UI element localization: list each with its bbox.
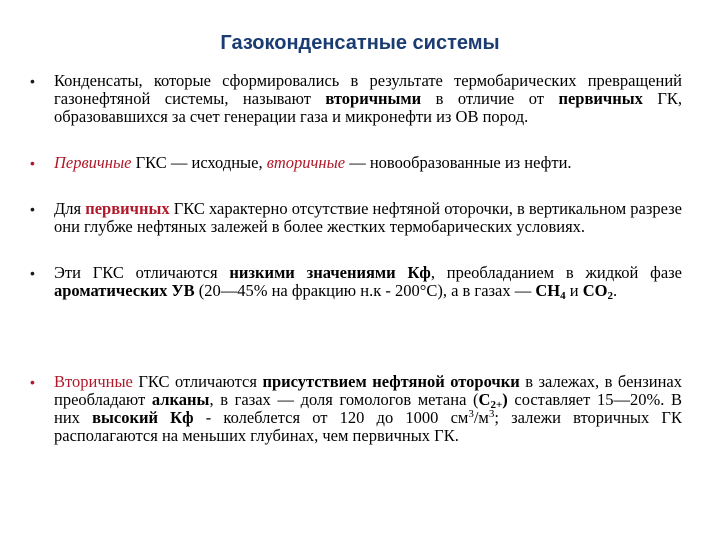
bullet-item [30, 372, 682, 445]
bullet-bold: алканы [151, 390, 210, 409]
bullet-text: в залежах, в бензинах преобладают [54, 372, 682, 409]
bullet-marker: • [30, 155, 35, 171]
formula-c2 [479, 390, 508, 409]
bullet-bold: ароматических УВ [54, 281, 195, 300]
formula-sub: 2 [607, 290, 613, 302]
bullet-text: ГКС отличаются [132, 372, 263, 391]
formula-co2 [583, 281, 613, 300]
bullet-bold: высокий Кф [92, 408, 194, 427]
bullet-text: ГК, образовавшихся за счет генерации газа и микронефти из ОВ пород. [54, 89, 682, 126]
bullet-bold: первичных [558, 89, 643, 108]
bullet-marker: • [30, 73, 35, 89]
bullet-text: Для [54, 199, 86, 218]
bullet-highlight: первичных [85, 199, 170, 218]
formula-base: СО [582, 281, 608, 300]
formula-base: СН [535, 281, 561, 300]
bullet-text: - колеблется от 120 до 1000 см [193, 408, 469, 427]
formula-ch4 [535, 281, 565, 300]
bullet-text: Конденсаты, которые сформировались в результате термобарических превращений газонефтяной системы, называют [54, 71, 682, 108]
formula-sub: 4 [560, 290, 566, 302]
bullet-item [30, 263, 682, 302]
bullet-marker: • [30, 265, 35, 281]
bullet-text: Эти ГКС отличаются [54, 263, 230, 282]
bullet-text: , преобладанием в жидкой фазе [430, 263, 682, 282]
formula-sub: 2+ [490, 399, 503, 411]
bullet-text: ГКС характерно отсутствие нефтяной оторочки, в вертикальном разрезе они глубже нефтяных залежей в более жестких термобарических условиях. [54, 199, 682, 236]
bullet-text: ГКС — исходные, [131, 153, 267, 172]
bullet-bold: низкими значениями Кф [229, 263, 431, 282]
bullet-text: /м [473, 408, 489, 427]
bullet-item [30, 71, 682, 126]
bullet-bold: вторичными [325, 89, 422, 108]
bullet-highlight: Первичные [54, 153, 132, 172]
bullet-highlight: вторичные [266, 153, 346, 172]
bullet-text: (20—45% на фракцию н.к - 200°С), а в газах — [194, 281, 536, 300]
bullet-text: в отличие от [421, 89, 559, 108]
bullet-item [30, 153, 682, 172]
bullet-text: составляет 15—20%. В них [54, 390, 682, 427]
bullet-highlight: Вторичные [54, 372, 133, 391]
bullet-marker: • [30, 374, 35, 390]
bullet-item [30, 199, 682, 236]
page-title: Газоконденсатные системы [220, 32, 500, 54]
bullet-text: — новообразованные из нефти. [345, 153, 572, 172]
bullet-bold: присутствием нефтяной оторочки [262, 372, 520, 391]
bullet-text: и [565, 281, 583, 300]
formula-base: ) [502, 390, 508, 409]
bullet-text: , в газах — доля гомологов метана ( [209, 390, 479, 409]
bullet-marker: • [30, 201, 35, 217]
bullet-text: ; залежи вторичных ГК располагаются на меньших глубинах, чем первичных ГК. [54, 408, 682, 445]
formula-base: С [478, 390, 491, 409]
unit-exponent: 3 [488, 408, 495, 420]
unit-exponent: 3 [468, 408, 474, 420]
bullet-text: . [612, 281, 618, 300]
